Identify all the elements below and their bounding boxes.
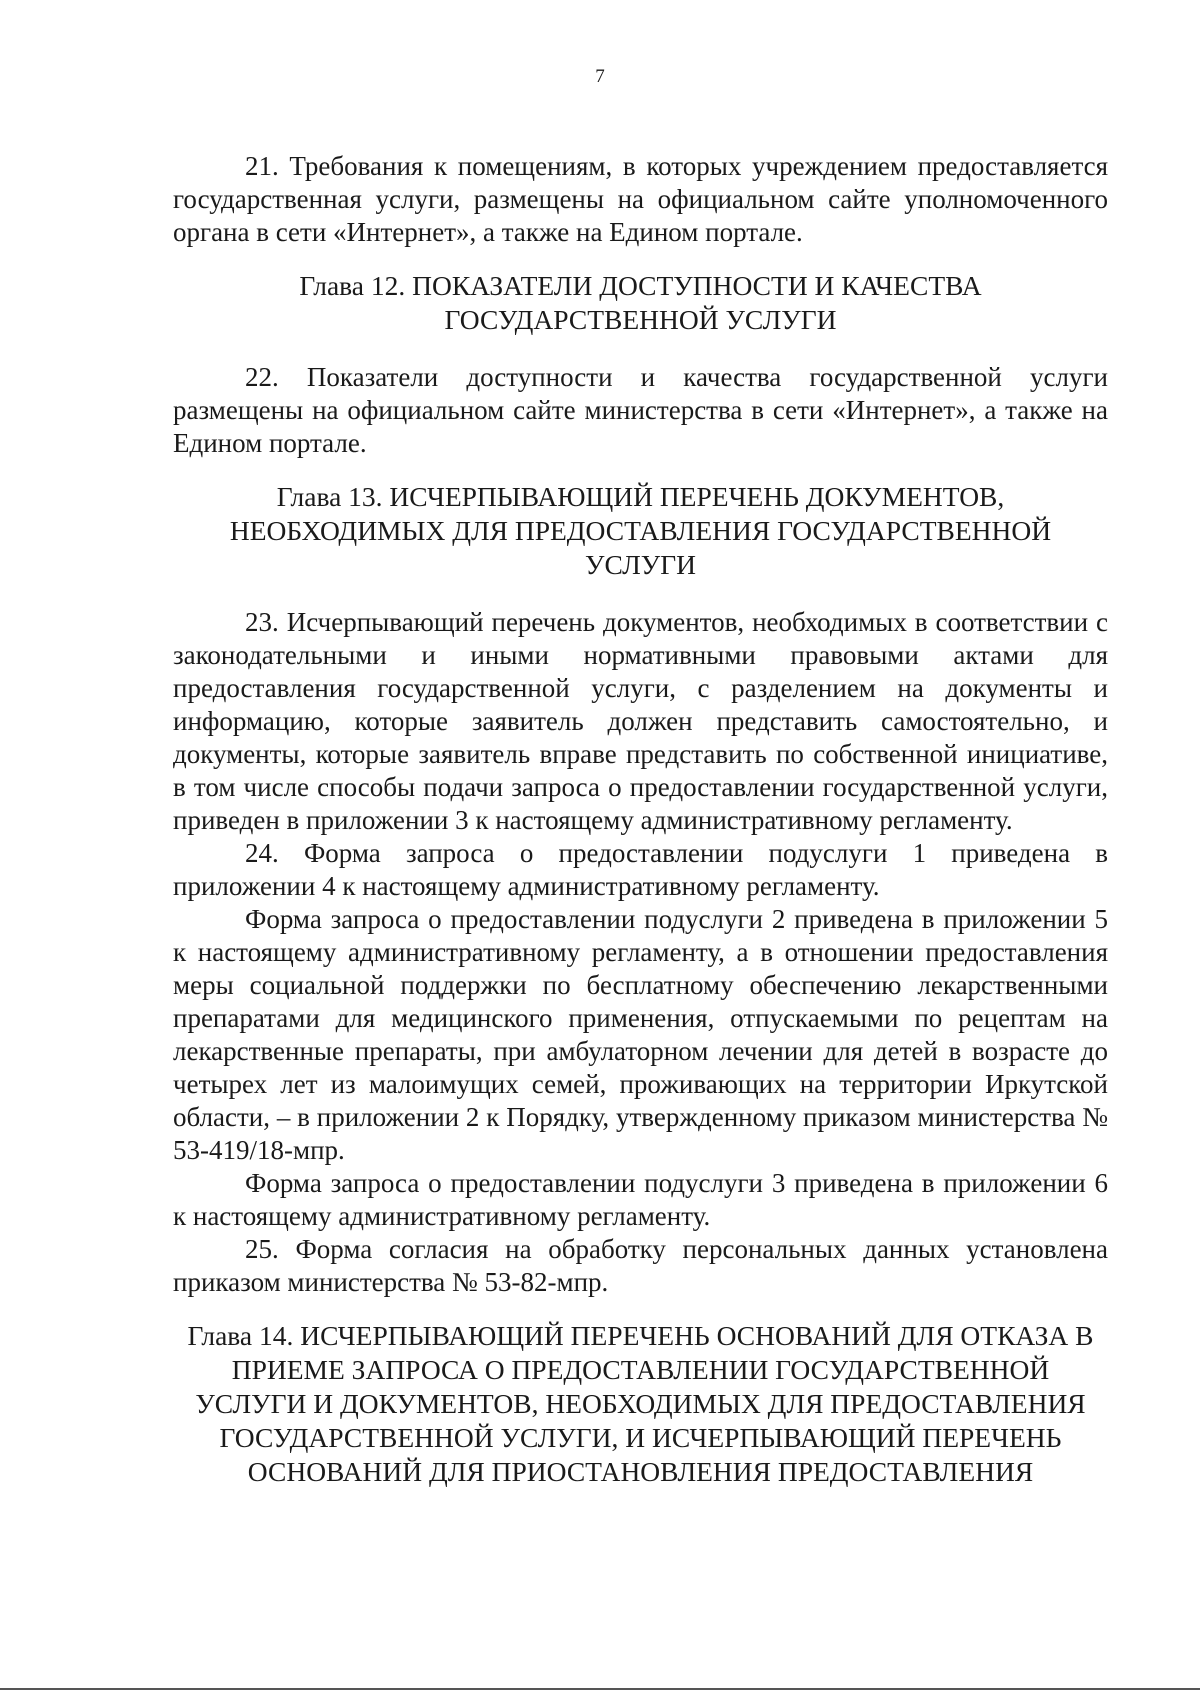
paragraph-24-form-2: Форма запроса о предоставлении подуслуги 2 приведена в приложении 5 к настоящему административному регламенту, а в отношении предоставления меры социальной поддержки по бесплатному обеспечению лекарственными препаратами для медицинского применения, отпускаемыми по рецептам на лекарственные препараты, при амбулаторном лечении для детей в возрасте до четырех лет из малоимущих семей, проживающих на территории Иркутской области, – в приложении 2 к Порядку, утвержденному приказом министерства № 53-419/18-мпр.	[173, 904, 1108, 1165]
paragraph-22: 22. Показатели доступности и качества государственной услуги размещены на официальном сайте министерства в сети «Интернет», а также на Едином портале.	[173, 362, 1108, 458]
heading-line: УСЛУГИ	[584, 549, 696, 580]
page-number: 7	[595, 66, 605, 87]
heading-line: ОСНОВАНИЙ ДЛЯ ПРИОСТАНОВЛЕНИЯ ПРЕДОСТАВЛЕНИЯ	[247, 1456, 1034, 1487]
paragraph-25: 25. Форма согласия на обработку персональных данных установлена приказом министерства № 53-82-мпр.	[173, 1234, 1108, 1297]
heading-line: УСЛУГИ И ДОКУМЕНТОВ, НЕОБХОДИМЫХ ДЛЯ ПРЕДОСТАВЛЕНИЯ	[195, 1388, 1086, 1419]
chapter-13-heading	[173, 480, 1108, 582]
paragraph-24-form-3: Форма запроса о предоставлении подуслуги 3 приведена в приложении 6 к настоящему административному регламенту.	[173, 1168, 1108, 1231]
paragraph-21: 21. Требования к помещениям, в которых учреждением предоставляется государственная услуги, размещены на официальном сайте уполномоченного органа в сети «Интернет», а также на Едином портале.	[173, 151, 1108, 247]
heading-line: ПРИЕМЕ ЗАПРОСА О ПРЕДОСТАВЛЕНИИ ГОСУДАРСТВЕННОЙ	[231, 1354, 1050, 1385]
heading-line: ГОСУДАРСТВЕННОЙ УСЛУГИ	[444, 304, 837, 335]
heading-line: Глава 13. ИСЧЕРПЫВАЮЩИЙ ПЕРЕЧЕНЬ ДОКУМЕНТОВ,	[276, 481, 1005, 512]
paragraph-23: 23. Исчерпывающий перечень документов, необходимых в соответствии с законодательными и иными нормативными правовыми актами для предоставления государственной услуги, с разделением на документы и информацию, которые заявитель должен представить самостоятельно, и документы, которые заявитель вправе представить по собственной инициативе, в том числе способы подачи запроса о предоставлении государственной услуги, приведен в приложении 3 к настоящему административному регламенту.	[173, 607, 1108, 835]
heading-line: ГОСУДАРСТВЕННОЙ УСЛУГИ, И ИСЧЕРПЫВАЮЩИЙ ПЕРЕЧЕНЬ	[219, 1422, 1062, 1453]
paragraph-24: 24. Форма запроса о предоставлении подуслуги 1 приведена в приложении 4 к настоящему административному регламенту.	[173, 838, 1108, 901]
heading-line: Глава 14. ИСЧЕРПЫВАЮЩИЙ ПЕРЕЧЕНЬ ОСНОВАНИЙ ДЛЯ ОТКАЗА В	[187, 1320, 1094, 1351]
heading-line: НЕОБХОДИМЫХ ДЛЯ ПРЕДОСТАВЛЕНИЯ ГОСУДАРСТВЕННОЙ	[229, 515, 1052, 546]
chapter-14-heading	[173, 1319, 1108, 1489]
chapter-12-heading	[173, 269, 1108, 337]
heading-line: Глава 12. ПОКАЗАТЕЛИ ДОСТУПНОСТИ И КАЧЕСТВА	[299, 270, 982, 301]
bottom-edge-line	[0, 1688, 1200, 1690]
document-body	[173, 150, 1108, 1489]
